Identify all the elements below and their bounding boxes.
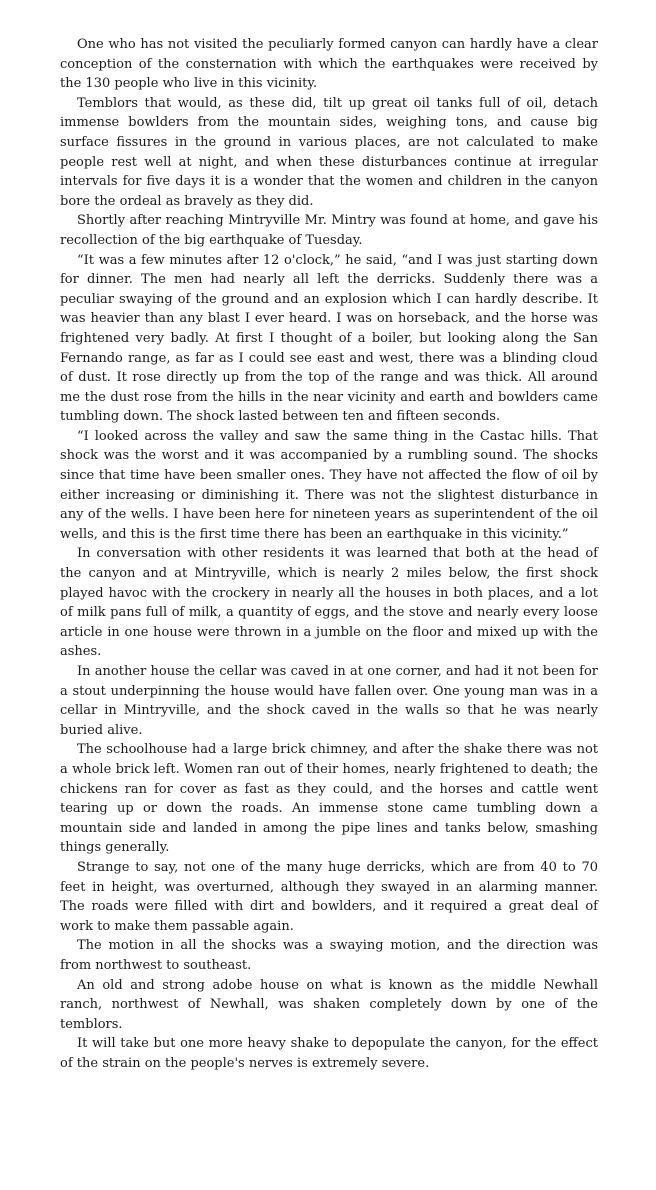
- paragraph-11: An old and strong adobe house on what is known as the middle Newhall ranch, northwest of Newhall, was shaken completely down by one of the temblors.: [60, 977, 598, 1032]
- paragraph-8: The schoolhouse had a large brick chimney, and after the shake there was not a whole brick left. Women ran out of their homes, nearly frightened to death; the chickens ran for cover as fast as they could, and the horses and cattle went tearing up or down the roads. An immense stone came tumbling down a mountain side and landed in among the pipe lines and tanks below, smashing things generally.: [60, 742, 598, 856]
- paragraph-4: “It was a few minutes after 12 o'clock,” he said, “and I was just starting down for dinner. The men had nearly all left the derricks. Suddenly there was a peculiar swaying of the ground and an explosion which I can hardly describe. It was heavier than any blast I ever heard. I was on horseback, and the horse was frightened very badly. At first I thought of a boiler, but looking along the San Fernando range, as far as I could see east and west, there was a blinding cloud of dust. It rose directly up from the top of the range and was thick. All around me the dust rose from the hills in the near vicinity and earth and bowlders came tumbling down. The shock lasted between ten and fifteen seconds.: [60, 252, 598, 425]
- paragraph-7: In another house the cellar was caved in at one corner, and had it not been for a stout underpinning the house would have fallen over. One young man was in a cellar in Mintryville, and the shock caved in the walls so that he was nearly buried alive.: [60, 664, 598, 738]
- paragraph-9: Strange to say, not one of the many huge derricks, which are from 40 to 70 feet in height, was overturned, although they swayed in an alarming manner. The roads were filled with dirt and bowlders, and it required a great deal of work to make them passable again.: [60, 859, 598, 934]
- article-body: [60, 35, 598, 1073]
- paragraph-2: Temblors that would, as these did, tilt up great oil tanks full of oil, detach immense bowlders from the mountain sides, weighing tons, and cause big surface fissures in the ground in various places, are not calculated to make people rest well at night, and when these disturbances continue at irregular intervals for five days it is a wonder that the women and children in the canyon bore the ordeal as bravely as they did.: [60, 95, 598, 209]
- paragraph-3: Shortly after reaching Mintryville Mr. Mintry was found at home, and gave his recollection of the big earthquake of Tuesday.: [60, 213, 598, 248]
- paragraph-1: One who has not visited the peculiarly formed canyon can hardly have a clear conception of the consternation with which the earthquakes were received by the 130 people who live in this vicinity.: [60, 37, 598, 92]
- paragraph-5: “I looked across the valley and saw the same thing in the Castac hills. That shock was the worst and it was accompanied by a rumbling sound. The shocks since that time have been smaller ones. They have not affected the flow of oil by either increasing or diminishing it. There was not the slightest disturbance in any of the wells. I have been here for nineteen years as superintendent of the oil wells, and this is the first time there has been an earthquake in this vicinity.”: [60, 428, 598, 542]
- paragraph-12: It will take but one more heavy shake to depopulate the canyon, for the effect of the strain on the people's nerves is extremely severe.: [60, 1036, 598, 1071]
- paragraph-6: In conversation with other residents it was learned that both at the head of the canyon and at Mintryville, which is nearly 2 miles below, the first shock played havoc with the crockery in nearly all the houses in both places, and a lot of milk pans full of milk, a quantity of eggs, and the stove and nearly every loose article in one house were thrown in a jumble on the floor and mixed up with the ashes.: [60, 546, 598, 660]
- paragraph-10: The motion in all the shocks was a swaying motion, and the direction was from northwest to southeast.: [60, 938, 598, 973]
